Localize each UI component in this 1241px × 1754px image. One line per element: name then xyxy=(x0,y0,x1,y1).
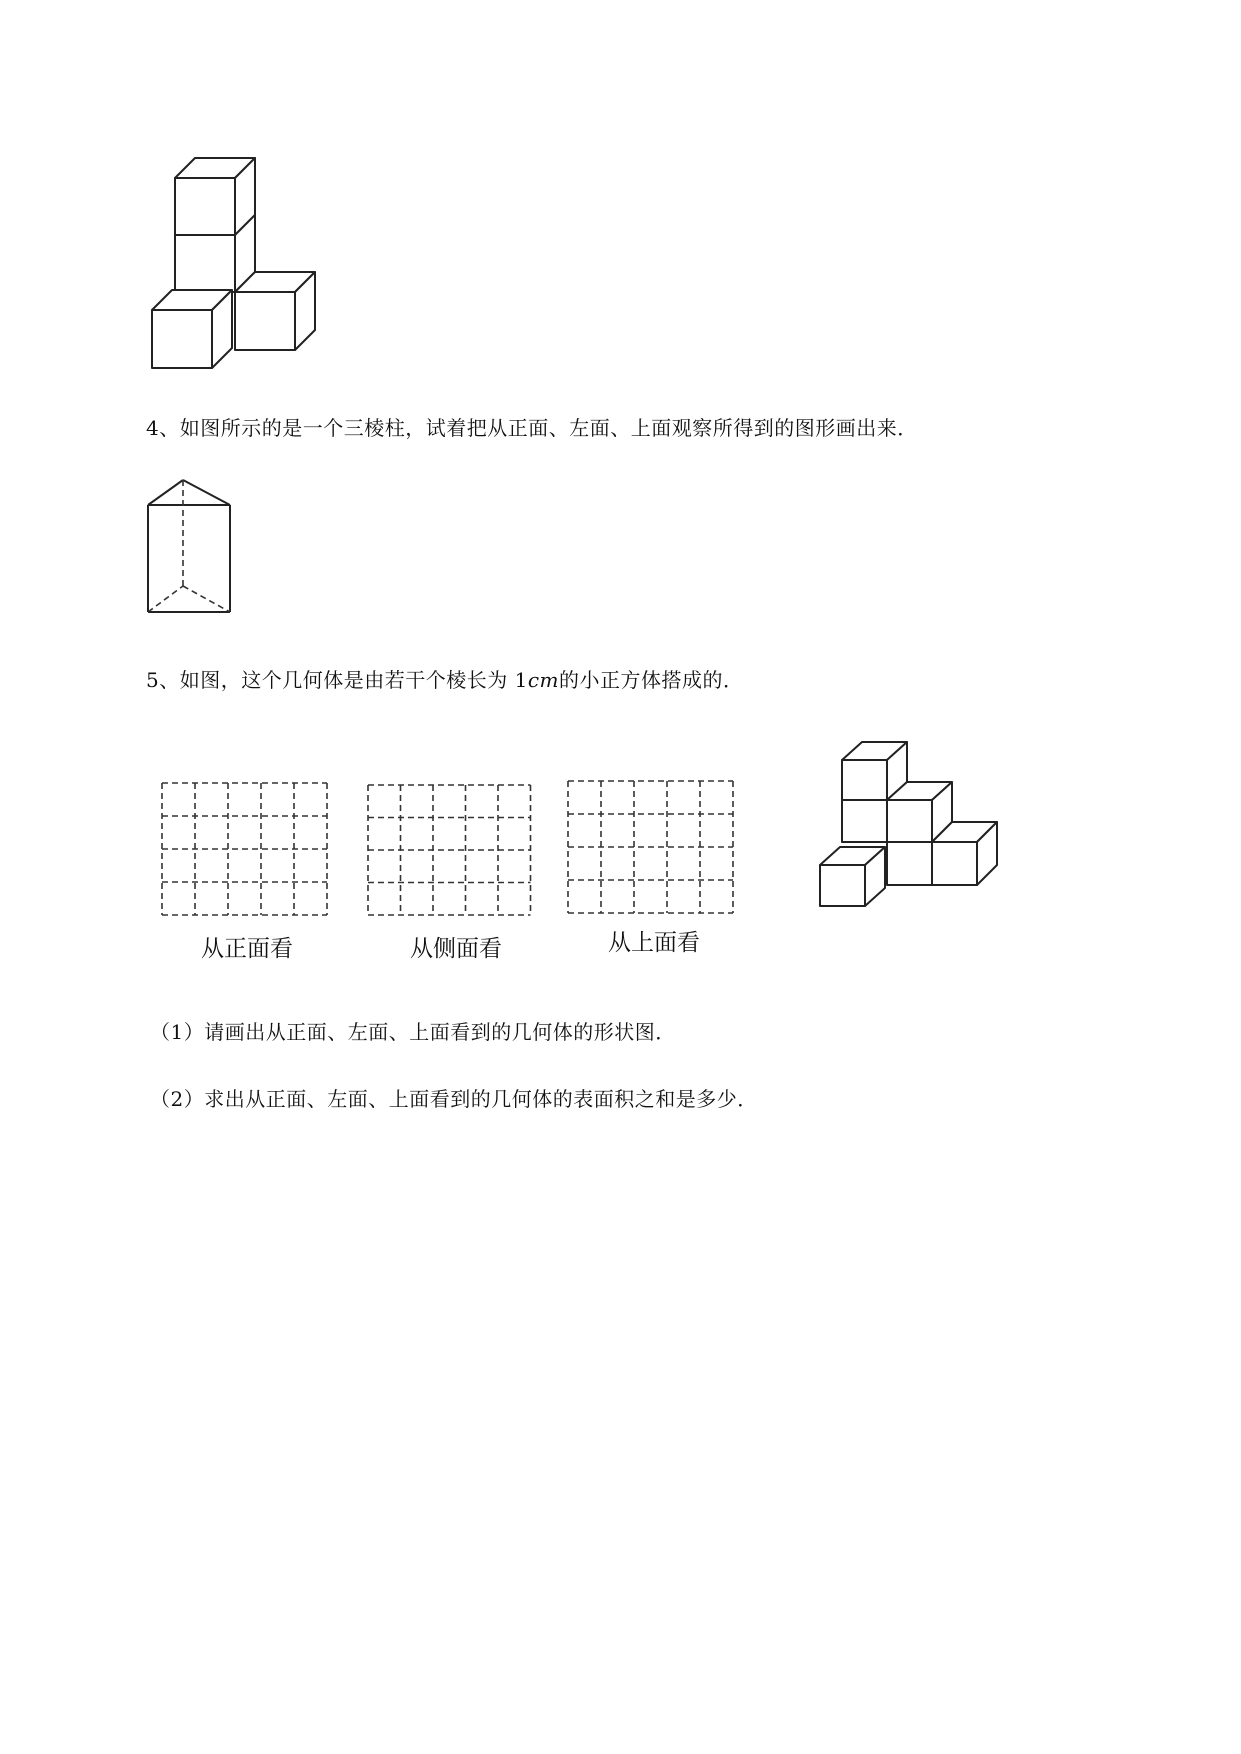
grid-label-side: 从侧面看 xyxy=(410,936,502,962)
question-5-text-end: 的小正方体搭成的． xyxy=(559,668,744,692)
sub-question-2: （2）求出从正面、左面、上面看到的几何体的表面积之和是多少． xyxy=(150,1087,758,1111)
grid-label-top: 从上面看 xyxy=(608,930,700,956)
question-5-number: 5、 xyxy=(146,668,180,692)
question-4-number: 4、 xyxy=(146,416,180,440)
sub-question-1: （1）请画出从正面、左面、上面看到的几何体的形状图． xyxy=(150,1020,676,1044)
grid-label-front: 从正面看 xyxy=(201,936,293,962)
question-5-unit: cm xyxy=(527,668,559,692)
question-4-text: 如图所示的是一个三棱柱，试着把从正面、左面、上面观察所得到的图形画出来． xyxy=(179,416,918,440)
question-5-text: 如图，这个几何体是由若干个棱长为 1 xyxy=(179,668,528,692)
